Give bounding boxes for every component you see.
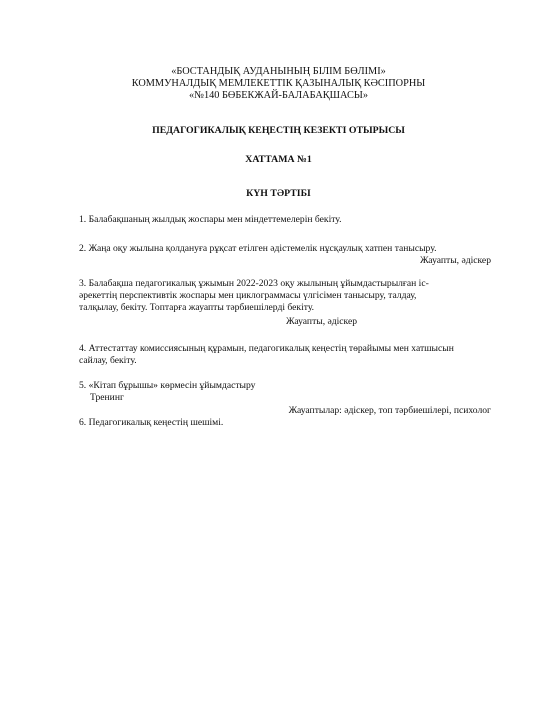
- header-line-3: «№140 БӨБЕКЖАЙ-БАЛАБАҚШАСЫ»: [189, 90, 368, 101]
- agenda-item-5-responsible: Жауаптылар: әдіскер, топ тәрбиешілері, психолог: [288, 405, 491, 416]
- protocol-title: ХАТТАМА №1: [245, 154, 312, 165]
- agenda-item-5-line-1: 5. «Кітап бұрышы» көрмесін ұйымдастыру: [79, 380, 256, 391]
- meeting-title: ПЕДАГОГИКАЛЫҚ КЕҢЕСТІҢ КЕЗЕКТІ ОТЫРЫСЫ: [152, 125, 405, 136]
- agenda-item-2-responsible: Жауапты, әдіскер: [419, 255, 491, 266]
- agenda-item-4-line-1: 4. Аттестаттау комиссиясының құрамын, педагогикалық кеңестің төрайымы мен хатшысын: [79, 343, 454, 354]
- agenda-item-5-line-2: Тренинг: [90, 392, 124, 403]
- agenda-item-6: 6. Педагогикалық кеңестің шешімі.: [79, 417, 224, 428]
- agenda-item-2: 2. Жаңа оқу жылына қолдануға рұқсат етілген әдістемелік нұсқаулық хатпен танысыру.: [79, 243, 437, 254]
- agenda-item-4-line-2: сайлау, бекіту.: [79, 355, 137, 366]
- header-line-1: «БОСТАНДЫҚ АУДАНЫНЫҢ БІЛІМ БӨЛІМІ»: [171, 66, 386, 77]
- agenda-item-3-line-3: талқылау, бекіту. Топтарға жауапты тәрбиешілерді бекіту.: [79, 302, 315, 313]
- header-line-2: КОММУНАЛДЫҚ МЕМЛЕКЕТТІК ҚАЗЫНАЛЫҚ КӘСІПОРНЫ: [131, 78, 426, 89]
- agenda-item-3-line-2: әрекеттің перспективтік жоспары мен циклограммасы үлгісімен танысыру, талдау,: [79, 290, 417, 301]
- agenda-title: КҮН ТӘРТІБІ: [246, 188, 311, 199]
- agenda-item-1: 1. Балабақшаның жылдық жоспары мен міндеттемелерін бекіту.: [79, 214, 342, 225]
- agenda-item-3-line-1: 3. Балабақша педагогикалық ұжымын 2022-2023 оқу жылының ұйымдастырылған іс-: [79, 278, 429, 289]
- agenda-item-3-responsible: Жауапты, әдіскер: [286, 316, 358, 327]
